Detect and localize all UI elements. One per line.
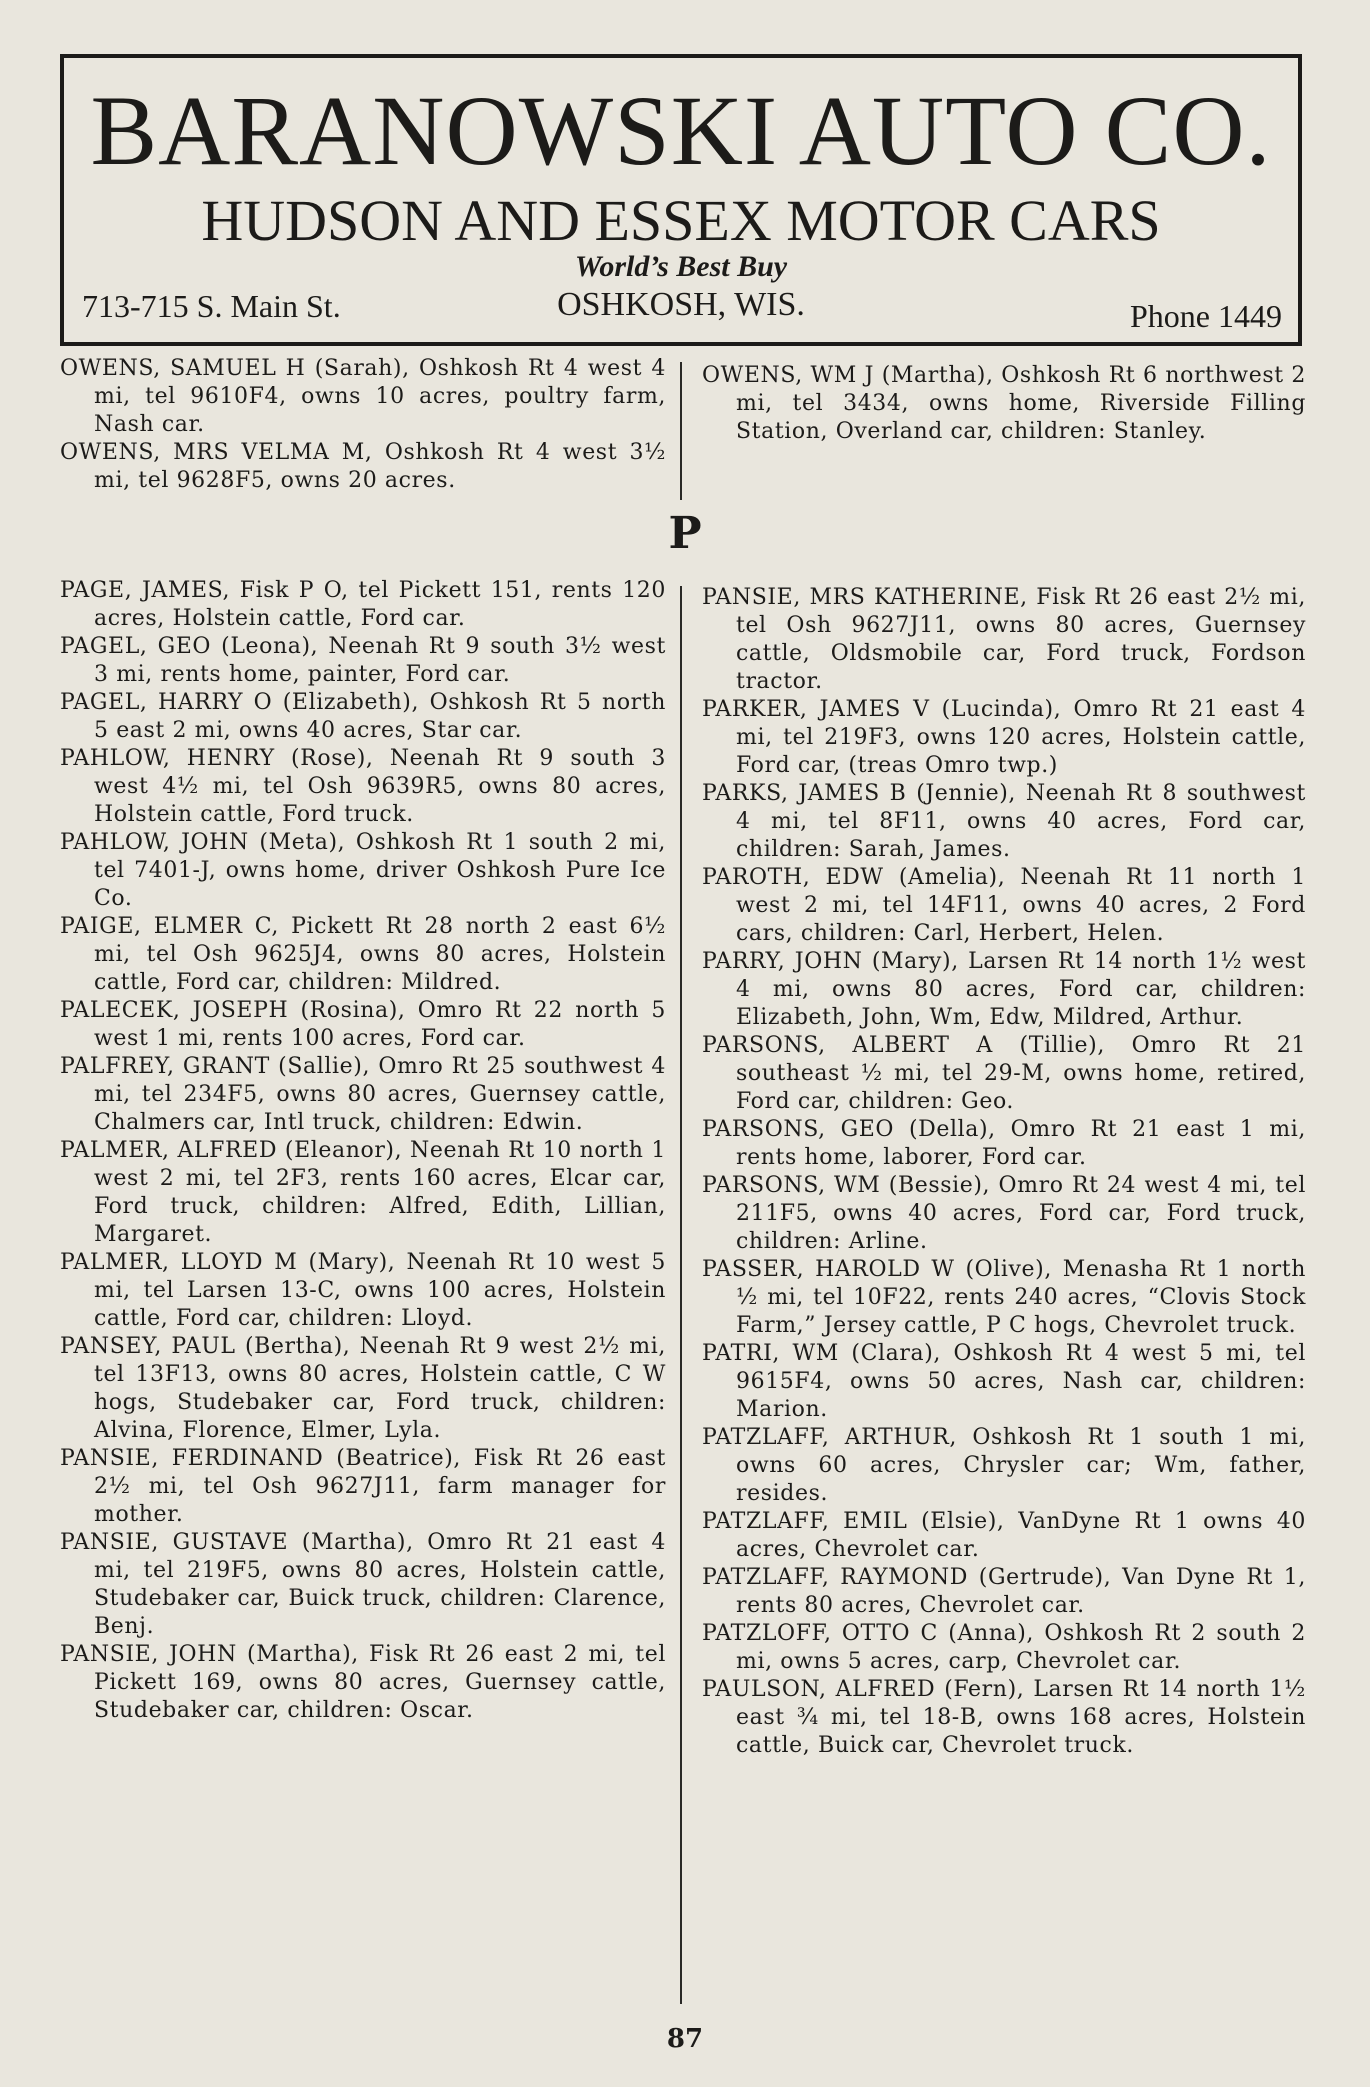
column-divider: [680, 586, 682, 2004]
directory-entry: OWENS, MRS VELMA M, Oshkosh Rt 4 west 3½ mi, tel 9628F5, owns 20 acres.: [60, 440, 666, 493]
directory-entry: PANSIE, FERDINAND (Beatrice), Fisk Rt 26 east 2½ mi, tel Osh 9627J11, farm manager for mother.: [60, 1446, 666, 1527]
column-divider: [680, 362, 682, 500]
page-number: 87: [666, 2024, 704, 2054]
directory-entry: PARSONS, WM (Bessie), Omro Rt 24 west 4 mi, tel 211F5, owns 40 acres, Ford car, Ford truck, children: Arline.: [702, 1173, 1306, 1254]
directory-entry: PANSIE, MRS KATHERINE, Fisk Rt 26 east 2½ mi, tel Osh 9627J11, owns 80 acres, Guernsey cattle, Oldsmobile car, Ford truck, Fordson tractor.: [702, 585, 1306, 694]
ad-address: 713-715 S. Main St.: [82, 288, 341, 324]
directory-entry: PARRY, JOHN (Mary), Larsen Rt 14 north 1½ west 4 mi, owns 80 acres, Ford car, children: Elizabeth, John, Wm, Edw, Mildred, Arthur.: [702, 949, 1306, 1030]
directory-entry: PALMER, LLOYD M (Mary), Neenah Rt 10 west 5 mi, tel Larsen 13-C, owns 100 acres, Holstein cattle, Ford car, children: Lloyd.: [60, 1250, 666, 1331]
directory-entry: PATZLOFF, OTTO C (Anna), Oshkosh Rt 2 south 2 mi, owns 5 acres, carp, Chevrolet car.: [702, 1621, 1306, 1674]
directory-entry: PARSONS, ALBERT A (Tillie), Omro Rt 21 southeast ½ mi, tel 29-M, owns home, retired, Ford car, children: Geo.: [702, 1033, 1306, 1114]
directory-entry: PAGE, JAMES, Fisk P O, tel Pickett 151, rents 120 acres, Holstein cattle, Ford car.: [60, 578, 666, 631]
directory-entry: OWENS, SAMUEL H (Sarah), Oshkosh Rt 4 west 4 mi, tel 9610F4, owns 10 acres, poultry farm, Nash car.: [60, 356, 666, 437]
directory-entry: PATRI, WM (Clara), Oshkosh Rt 4 west 5 mi, tel 9615F4, owns 50 acres, Nash car, children: Marion.: [702, 1341, 1306, 1422]
ad-city: OSHKOSH, WIS.: [557, 286, 805, 323]
advertisement-box: [60, 54, 1302, 346]
directory-entry: PAHLOW, HENRY (Rose), Neenah Rt 9 south 3 west 4½ mi, tel Osh 9639R5, owns 80 acres, Holstein cattle, Ford truck.: [60, 746, 666, 827]
directory-entry: PARKER, JAMES V (Lucinda), Omro Rt 21 east 4 mi, tel 219F3, owns 120 acres, Holstein cattle, Ford car, (treas Omro twp.): [702, 697, 1306, 778]
directory-entry: PARSONS, GEO (Della), Omro Rt 21 east 1 mi, rents home, laborer, Ford car.: [702, 1117, 1306, 1170]
directory-entry: PANSIE, GUSTAVE (Martha), Omro Rt 21 east 4 mi, tel 219F5, owns 80 acres, Holstein cattle, Studebaker car, Buick truck, children: Clarence, Benj.: [60, 1530, 666, 1639]
directory-entry: PAROTH, EDW (Amelia), Neenah Rt 11 north 1 west 2 mi, tel 14F11, owns 40 acres, 2 Ford cars, children: Carl, Herbert, Helen.: [702, 865, 1306, 946]
ad-company-name: BARANOWSKI AUTO CO.: [90, 75, 1272, 186]
directory-entry: PANSIE, JOHN (Martha), Fisk Rt 26 east 2 mi, tel Pickett 169, owns 80 acres, Guernsey cattle, Studebaker car, children: Oscar.: [60, 1642, 666, 1723]
directory-entry: PARKS, JAMES B (Jennie), Neenah Rt 8 southwest 4 mi, tel 8F11, owns 40 acres, Ford car, children: Sarah, James.: [702, 781, 1306, 862]
directory-entry: PAULSON, ALFRED (Fern), Larsen Rt 14 north 1½ east ¾ mi, tel 18-B, owns 168 acres, Holstein cattle, Buick car, Chevrolet truck.: [702, 1677, 1306, 1758]
directory-entry: PATZLAFF, RAYMOND (Gertrude), Van Dyne Rt 1, rents 80 acres, Chevrolet car.: [702, 1565, 1306, 1618]
directory-entry: PASSER, HAROLD W (Olive), Menasha Rt 1 north ½ mi, tel 10F22, rents 240 acres, “Clovis Stock Farm,” Jersey cattle, P C hogs, Chevrolet truck.: [702, 1257, 1306, 1338]
directory-entry: PAGEL, GEO (Leona), Neenah Rt 9 south 3½ west 3 mi, rents home, painter, Ford car.: [60, 634, 666, 687]
ad-slogan: World’s Best Buy: [574, 250, 788, 283]
directory-entry: PAGEL, HARRY O (Elizabeth), Oshkosh Rt 5 north 5 east 2 mi, owns 40 acres, Star car.: [60, 690, 666, 743]
directory-entry: PATZLAFF, ARTHUR, Oshkosh Rt 1 south 1 mi, owns 60 acres, Chrysler car; Wm, father, resides.: [702, 1425, 1306, 1506]
directory-entry: OWENS, WM J (Martha), Oshkosh Rt 6 northwest 2 mi, tel 3434, owns home, Riverside Filling Station, Overland car, children: Stanley.: [702, 363, 1306, 444]
directory-entry: PAHLOW, JOHN (Meta), Oshkosh Rt 1 south 2 mi, tel 7401-J, owns home, driver Oshkosh Pure Ice Co.: [60, 830, 666, 911]
ad-tagline: HUDSON AND ESSEX MOTOR CARS: [201, 188, 1161, 253]
directory-entry: PALMER, ALFRED (Eleanor), Neenah Rt 10 north 1 west 2 mi, tel 2F3, rents 160 acres, Elcar car, Ford truck, children: Alfred, Edith, Lillian, Margaret.: [60, 1138, 666, 1247]
directory-entry: PANSEY, PAUL (Bertha), Neenah Rt 9 west 2½ mi, tel 13F13, owns 80 acres, Holstein cattle, C W hogs, Studebaker car, Ford truck, children: Alvina, Florence, Elmer, Lyla.: [60, 1334, 666, 1443]
directory-entry: PALFREY, GRANT (Sallie), Omro Rt 25 southwest 4 mi, tel 234F5, owns 80 acres, Guernsey cattle, Chalmers car, Intl truck, children: Edwin.: [60, 1054, 666, 1135]
directory-entry: PALECEK, JOSEPH (Rosina), Omro Rt 22 north 5 west 1 mi, rents 100 acres, Ford car.: [60, 998, 666, 1051]
directory-entry: PATZLAFF, EMIL (Elsie), VanDyne Rt 1 owns 40 acres, Chevrolet car.: [702, 1509, 1306, 1562]
ad-phone: Phone 1449: [1130, 298, 1282, 334]
section-letter: P: [668, 508, 702, 559]
top-right-column: [702, 362, 1306, 446]
left-column: [60, 577, 666, 1725]
directory-entry: PAIGE, ELMER C, Pickett Rt 28 north 2 east 6½ mi, tel Osh 9625J4, owns 80 acres, Holstein cattle, Ford car, children: Mildred.: [60, 914, 666, 995]
right-column: [702, 584, 1306, 1760]
top-left-column: [60, 355, 666, 495]
